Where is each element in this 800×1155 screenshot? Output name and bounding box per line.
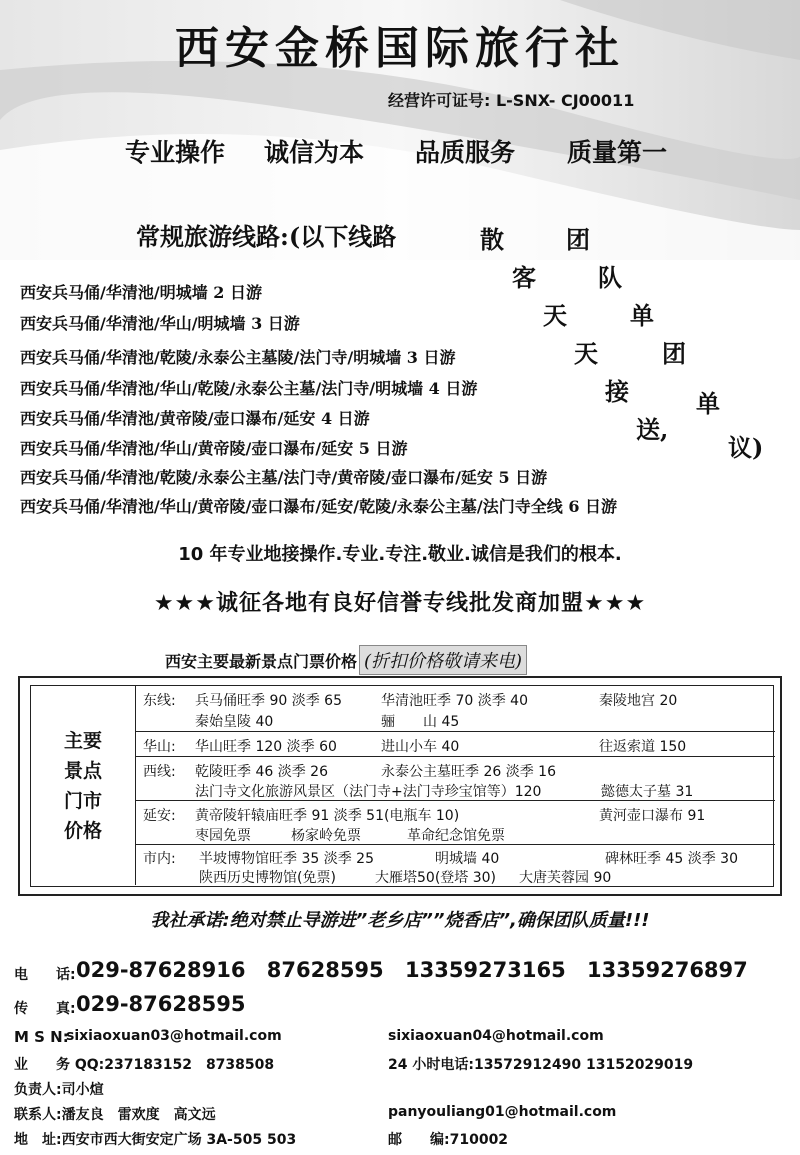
email-address: panyouliang01@hotmail.com (388, 1104, 617, 1120)
price-entry: 明城墙 40 (435, 851, 500, 867)
price-entry: 华清池旺季 70 淡季 40 (381, 693, 528, 709)
price-row-west (135, 757, 775, 801)
price-entry: 碑林旺季 45 淡季 30 (605, 851, 738, 867)
route-item: 西安兵马俑/华清池/明城墙 2 日游 (20, 283, 262, 302)
slogan-item: 质量第一 (567, 138, 668, 167)
diagonal-char: 散 (480, 225, 504, 254)
hotline: 24 小时电话:13572912490 13152029019 (388, 1057, 694, 1073)
promise-statement: 我社承诺:绝对禁止导游进”老乡店””烧香店”,确保团队质量!!! (150, 910, 650, 931)
diagonal-char: 单 (630, 301, 654, 330)
price-entry: 兵马俑旺季 90 淡季 65 (195, 693, 342, 709)
price-label-line: 主要 (63, 729, 102, 752)
contact-persons: 联系人:潘友良 雷欢度 高文远 (14, 1107, 216, 1123)
diagonal-char: 单 (696, 389, 720, 418)
msn-address: sixiaoxuan04@hotmail.com (388, 1028, 604, 1044)
price-row-yanan (135, 801, 775, 845)
license-number: 经营许可证号: L-SNX- CJ00011 (388, 91, 635, 110)
diagonal-char: 接 (605, 377, 629, 406)
route-item: 西安兵马俑/华清池/华山/黄帝陵/壶口瀑布/延安/乾陵/永泰公主墓/法门寺全线 6 日游 (20, 497, 618, 516)
diagonal-char: 团 (566, 225, 590, 254)
price-note: (折扣价格敬请来电) (359, 645, 527, 675)
price-label-line: 门市 (63, 789, 102, 812)
diagonal-char: 团 (662, 339, 686, 368)
price-entry: 黄河壶口瀑布 91 (599, 808, 706, 824)
route-item: 西安兵马俑/华清池/华山/黄帝陵/壶口瀑布/延安 5 日游 (20, 439, 408, 458)
phone-number: 87628595 (266, 958, 384, 982)
route-item: 西安兵马俑/华清池/华山/乾陵/永泰公主墓/法门寺/明城墙 4 日游 (20, 379, 478, 398)
price-entry: 革命纪念馆免票 (407, 828, 505, 844)
price-entry: 华山旺季 120 淡季 60 (195, 739, 337, 755)
manager: 负责人:司小煊 (14, 1082, 104, 1098)
price-title-text: 西安主要最新景点门票价格 (165, 652, 358, 671)
price-label-line: 景点 (63, 759, 102, 782)
phone-number: 13359276897 (587, 958, 748, 982)
price-region: 华山: (143, 739, 176, 755)
address: 地 址:西安市西大街安定广场 3A-505 503 (14, 1132, 297, 1148)
diagonal-char: 客 (512, 263, 536, 292)
phone-label: 电 话: (14, 967, 76, 983)
slogan-item: 品质服务 (415, 138, 516, 167)
price-entry: 枣园免票 (195, 828, 251, 844)
postcode: 邮 编:710002 (388, 1132, 509, 1148)
price-entry: 大雁塔50(登塔 30) (375, 870, 497, 886)
msn-address: sixiaoxuan03@hotmail.com (66, 1028, 282, 1044)
price-row-huashan (135, 732, 775, 757)
slogan-item: 专业操作 (125, 138, 226, 167)
price-region: 市内: (143, 851, 176, 867)
diagonal-char: 天 (574, 339, 598, 368)
price-entry: 秦始皇陵 40 (195, 714, 274, 730)
diagonal-char: 送, (636, 415, 669, 444)
price-region: 西线: (143, 764, 176, 780)
route-item: 西安兵马俑/华清池/乾陵/永泰公主墓/法门寺/黄帝陵/壶口瀑布/延安 5 日游 (20, 468, 548, 487)
phone-number: 13359273165 (404, 958, 566, 982)
diagonal-char: 队 (598, 263, 622, 292)
routes-heading: 常规旅游线路:(以下线路 (136, 222, 397, 251)
phone-numbers (76, 958, 748, 982)
price-entry: 进山小车 40 (381, 739, 460, 755)
price-entry: 大唐芙蓉园 90 (519, 870, 612, 886)
price-region: 东线: (143, 693, 176, 709)
fax-label: 传 真: (14, 1001, 76, 1017)
diagonal-char: 议) (728, 433, 764, 462)
price-entry: 往返索道 150 (599, 739, 687, 755)
price-section-title (165, 645, 527, 675)
msn-label: M S N: (14, 1028, 69, 1046)
agency-title: 西安金桥国际旅行社 (175, 23, 625, 74)
recruit-banner: ★★★诚征各地有良好信誉专线批发商加盟★★★ (153, 591, 647, 616)
price-entry: 黄帝陵轩辕庙旺季 91 淡季 51(电瓶车 10) (195, 808, 460, 824)
price-entry: 骊 山 45 (381, 714, 460, 730)
business-qq: 业 务 QQ:237183152 8738508 (14, 1057, 275, 1073)
tagline: 10 年专业地接操作.专业.专注.敬业.诚信是我们的根本. (178, 544, 622, 565)
price-entry: 秦陵地宫 20 (599, 693, 678, 709)
diagonal-char: 天 (543, 301, 567, 330)
price-entry: 杨家岭免票 (291, 828, 361, 844)
price-table (30, 685, 774, 887)
price-row-city (135, 845, 775, 885)
route-item: 西安兵马俑/华清池/乾陵/永泰公主墓陵/法门寺/明城墙 3 日游 (20, 348, 456, 367)
price-entry: 法门寺文化旅游风景区（法门寺+法门寺珍宝馆等）120 (195, 784, 542, 800)
price-label-line: 价格 (63, 819, 102, 842)
price-table-outer (18, 676, 782, 896)
price-entry: 陕西历史博物馆(免票) (199, 870, 336, 886)
price-entry: 永泰公主墓旺季 26 淡季 16 (381, 764, 556, 780)
price-entry: 乾陵旺季 46 淡季 26 (195, 764, 328, 780)
slogan-item: 诚信为本 (264, 138, 365, 167)
price-table-label (31, 686, 136, 885)
fax-number: 029-87628595 (76, 992, 246, 1016)
phone-number: 029-87628916 (76, 958, 246, 982)
route-item: 西安兵马俑/华清池/黄帝陵/壶口瀑布/延安 4 日游 (20, 409, 370, 428)
route-item: 西安兵马俑/华清池/华山/明城墙 3 日游 (20, 314, 300, 333)
price-entry: 半坡博物馆旺季 35 淡季 25 (199, 851, 374, 867)
price-entry: 懿德太子墓 31 (601, 784, 694, 800)
price-region: 延安: (143, 808, 176, 824)
price-row-east (135, 686, 775, 732)
